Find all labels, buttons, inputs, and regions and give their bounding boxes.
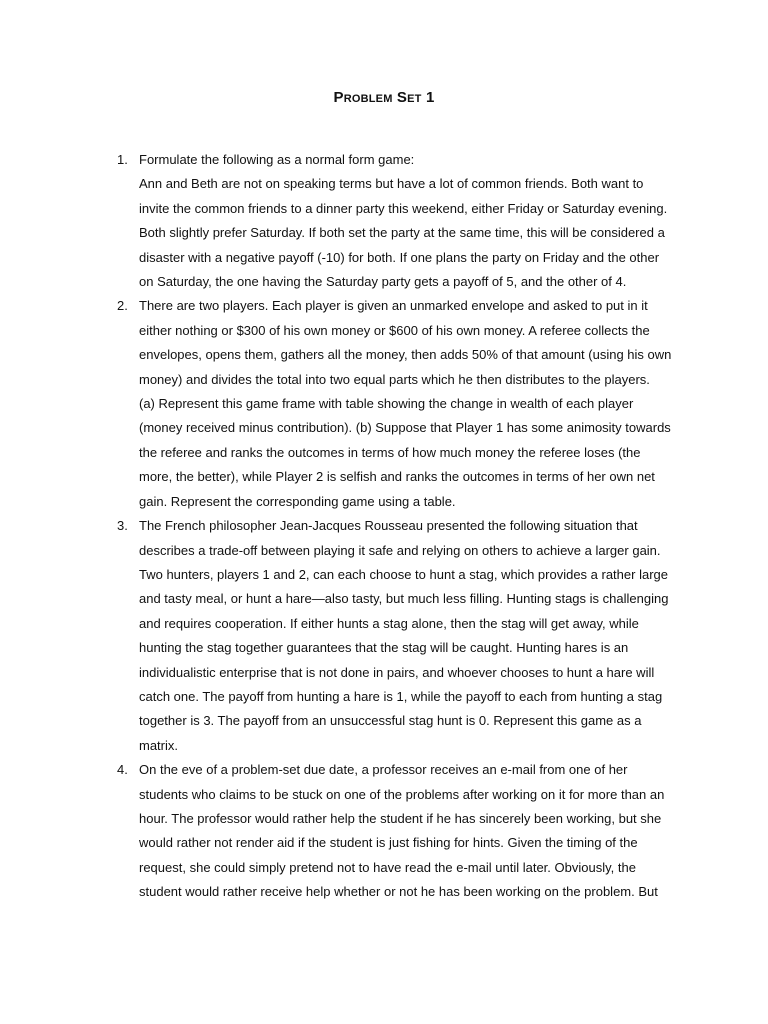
problem-text-line: individualistic enterprise that is not done in pairs, and whoever chooses to hunt a hare will: [139, 664, 655, 680]
problem-text-line: more, the better), while Player 2 is selfish and ranks the outcomes in terms of her own net: [139, 469, 655, 485]
problem-text-line: disaster with a negative payoff (-10) for both. If one plans the party on Friday and the other: [139, 249, 660, 265]
problem-text-line: (money received minus contribution). (b) Suppose that Player 1 has some animosity towards: [139, 420, 671, 436]
problem-number: 4.: [117, 762, 128, 778]
problem-text-line: money) and divides the total into two equal parts which he then distributes to the players.: [139, 371, 650, 387]
problem-text-line: gain. Represent the corresponding game using a table.: [139, 493, 456, 509]
problem-item: [0, 514, 768, 758]
problem-text-line: The French philosopher Jean-Jacques Rousseau presented the following situation that: [139, 518, 638, 534]
problem-text-line: matrix.: [139, 737, 178, 753]
problem-number: 3.: [117, 518, 128, 534]
problem-text-line: Both slightly prefer Saturday. If both set the party at the same time, this will be considered a: [139, 225, 665, 241]
problem-text-line: catch one. The payoff from hunting a hare is 1, while the payoff to each from hunting a stag: [139, 688, 663, 704]
page-title: Problem Set 1: [333, 89, 435, 106]
problem-text-line: There are two players. Each player is given an unmarked envelope and asked to put in it: [139, 298, 648, 314]
problem-text-line: Ann and Beth are not on speaking terms but have a lot of common friends. Both want to: [139, 176, 644, 192]
problem-text-line: envelopes, opens them, gathers all the money, then adds 50% of that amount (using his own: [139, 347, 672, 363]
problem-text-line: describes a trade-off between playing it safe and relying on others to achieve a larger gain.: [139, 542, 661, 558]
problem-text-line: hour. The professor would rather help the student if he has sincerely been working, but she: [139, 810, 662, 826]
problem-text-line: (a) Represent this game frame with table showing the change in wealth of each player: [139, 396, 634, 412]
problem-text-line: and requires cooperation. If either hunts a stag alone, then the stag will get away, while: [139, 615, 639, 631]
problem-text-line: hunting the stag together guarantees that the stag will be caught. Hunting hares is an: [139, 640, 629, 656]
problem-list: [0, 148, 768, 905]
problem-item: [0, 148, 768, 294]
problem-item: [0, 294, 768, 514]
problem-text-line: On the eve of a problem-set due date, a professor receives an e-mail from one of her: [139, 762, 628, 778]
problem-text-line: request, she could simply pretend not to have read the e-mail until later. Obviously, the: [139, 859, 636, 875]
problem-text-line: student would rather receive help whether or not he has been working on the problem. But: [139, 884, 658, 900]
problem-number: 1.: [117, 152, 128, 167]
problem-text-line: either nothing or $300 of his own money or $600 of his own money. A referee collects the: [139, 322, 650, 338]
problem-text-line: and tasty meal, or hunt a hare—also tasty, but much less filling. Hunting stags is challenging: [139, 591, 669, 607]
problem-text-line: Formulate the following as a normal form game:: [139, 152, 415, 167]
problem-number: 2.: [117, 298, 128, 314]
problem-item: [0, 758, 768, 904]
problem-text-line: Two hunters, players 1 and 2, can each choose to hunt a stag, which provides a rather large: [139, 566, 668, 582]
problem-text-line: on Saturday, the one having the Saturday party gets a payoff of 5, and the other of 4.: [139, 274, 627, 290]
problem-text-line: invite the common friends to a dinner party this weekend, either Friday or Saturday evening.: [139, 200, 668, 216]
problem-text-line: would rather not render aid if the student is just fishing for hints. Given the timing of the: [139, 835, 638, 851]
problem-text-line: together is 3. The payoff from an unsuccessful stag hunt is 0. Represent this game as a: [139, 713, 642, 729]
problem-text-line: students who claims to be stuck on one of the problems after working on it for more than an: [139, 786, 665, 802]
problem-text-line: the referee and ranks the outcomes in terms of how much money the referee loses (the: [139, 444, 641, 460]
